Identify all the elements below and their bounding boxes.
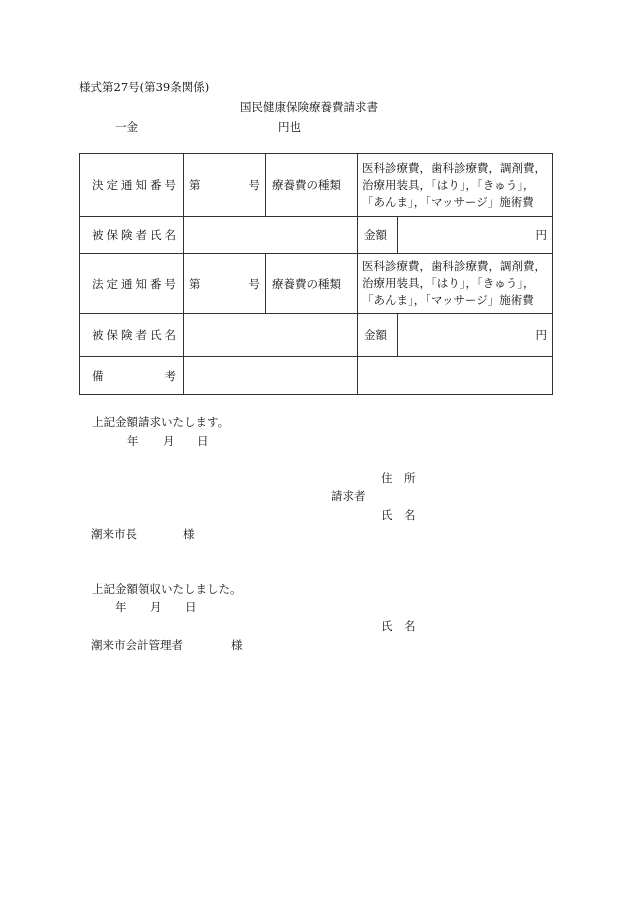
request-date-year: 年 — [127, 434, 139, 448]
request-statement: 上記金額請求いたします。 — [92, 415, 230, 429]
receipt-statement: 上記金額領収いたしました。 — [92, 582, 242, 596]
treatment-type-options-2[interactable]: 医科診療費，歯科診療費，調剤費， 治療用装具，「はり」，「きゅう」， 「あんま」，「マッサージ」施術費 — [358, 254, 553, 314]
amount-label: 金額 — [358, 217, 398, 254]
insured-name-field[interactable] — [184, 217, 358, 254]
receiver-name-label: 氏 名 — [381, 619, 416, 633]
requester-label: 請求者 — [331, 489, 366, 503]
form-number: 様式第27号(第39条関係) — [79, 80, 210, 94]
treasurer-honorific: 様 — [231, 638, 243, 652]
amount-field-2[interactable]: 円 — [398, 314, 553, 357]
insured-name-field-2[interactable] — [184, 314, 358, 357]
amount-label-2: 金額 — [358, 314, 398, 357]
receipt-date-year: 年 — [115, 600, 127, 614]
addressee-treasurer: 潮来市会計管理者 — [91, 638, 183, 652]
insured-name-label-2: 被 保 険 者 氏 名 — [80, 314, 184, 357]
treatment-type-label: 療養費の種類 — [266, 154, 358, 217]
amount-suffix: 円也 — [278, 120, 301, 134]
addressee-honorific: 様 — [183, 527, 195, 541]
request-date-month: 月 — [163, 434, 175, 448]
decision-number-label: 決 定 通 知 番 号 — [80, 154, 184, 217]
amount-prefix: 一金 — [115, 120, 138, 134]
treatment-type-label-2: 療養費の種類 — [266, 254, 358, 314]
amount-field[interactable]: 円 — [398, 217, 553, 254]
decision-number-field[interactable]: 第 号 — [184, 154, 266, 217]
remarks-field-extra[interactable] — [358, 357, 553, 395]
receipt-date-month: 月 — [150, 600, 162, 614]
decision-number-row — [80, 154, 553, 217]
statutory-number-field[interactable]: 第 号 — [184, 254, 266, 314]
request-date-day: 日 — [197, 434, 209, 448]
claim-table — [79, 153, 553, 395]
form-title: 国民健康保険療養費請求書 — [240, 100, 378, 114]
treatment-type-options[interactable]: 医科診療費，歯科診療費，調剤費， 治療用装具，「はり」，「きゅう」， 「あんま」，「マッサージ」施術費 — [358, 154, 553, 217]
remarks-label: 備 考 — [80, 357, 184, 395]
insured-name-label: 被 保 険 者 氏 名 — [80, 217, 184, 254]
statutory-number-label: 法 定 通 知 番 号 — [80, 254, 184, 314]
insured-name-row-2 — [80, 314, 553, 357]
remarks-row — [80, 357, 553, 395]
receipt-date-day: 日 — [185, 600, 197, 614]
insured-name-row — [80, 217, 553, 254]
addressee-mayor: 潮来市長 — [91, 527, 137, 541]
requester-name-label: 氏 名 — [381, 508, 416, 522]
address-label: 住 所 — [381, 471, 416, 485]
remarks-field[interactable] — [184, 357, 358, 395]
statutory-number-row — [80, 254, 553, 314]
